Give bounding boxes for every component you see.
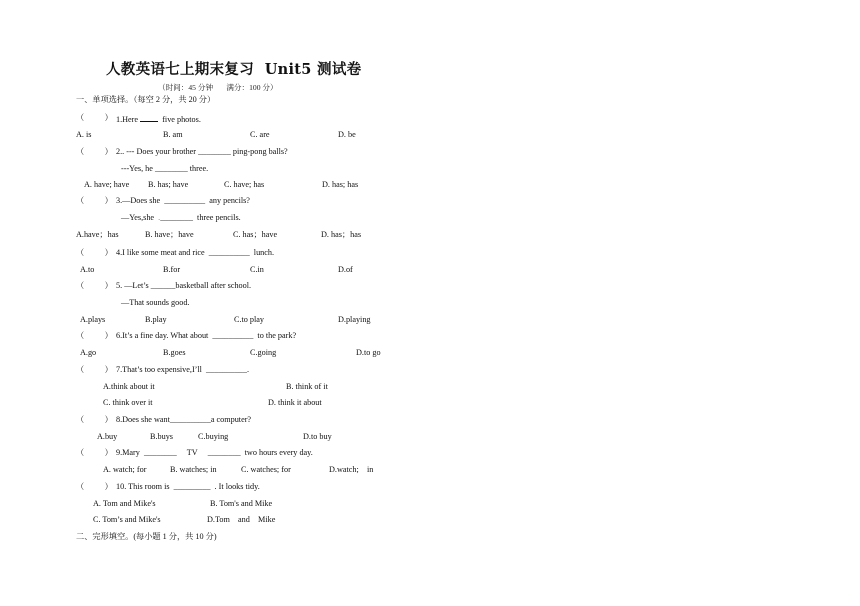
q2-option-c: C. have; has <box>224 180 265 189</box>
page-title: 人教英语七上期末复习 Unit5 测试卷 <box>106 61 362 78</box>
question-5-reply: —That sounds good. <box>121 298 190 307</box>
q1-option-c: C. are <box>250 130 270 139</box>
question-6: 6.It’s a fine day. What about __________ to the park? <box>116 331 297 340</box>
q8-option-a: A.buy <box>97 432 118 441</box>
q3-option-c: C. has；have <box>233 230 278 239</box>
section-1-heading: 一、单项选择。（每空 2 分，共 20 分） <box>76 95 216 104</box>
q10-option-c: C. Tom’s and Mike's <box>93 515 161 524</box>
answer-paren-9: （ ） <box>76 448 113 457</box>
question-1: 1.Here five photos. <box>116 115 201 124</box>
q10-option-a: A. Tom and Mike's <box>93 499 156 508</box>
q4-option-a: A.to <box>80 265 95 274</box>
q9-option-a: A. watch; for <box>103 465 147 474</box>
answer-paren-8: （ ） <box>76 415 113 424</box>
q2-option-a: A. have; have <box>84 180 130 189</box>
answer-paren-2: （ ） <box>76 147 113 156</box>
question-7: 7.That’s too expensive,I’ll __________. <box>116 365 250 374</box>
q7-option-b: B. think of it <box>286 382 328 391</box>
answer-paren-3: （ ） <box>76 196 113 205</box>
q3-option-d: D. has；has <box>321 230 362 239</box>
q5-option-c: C.to play <box>234 315 265 324</box>
q5-option-d: D.playing <box>338 315 371 324</box>
question-4: 4.I like some meat and rice __________ lunch. <box>116 248 275 257</box>
exam-info: （时间：45 分钟 满分：100 分） <box>158 83 278 92</box>
q6-option-b: B.goes <box>163 348 186 357</box>
question-9: 9.Mary ________ TV ________ two hours every day. <box>116 448 313 457</box>
q5-option-b: B.play <box>145 315 167 324</box>
question-10: 10. This room is _________ . It looks tidy. <box>116 482 260 491</box>
q7-option-c: C. think over it <box>103 398 153 407</box>
question-2: 2.. --- Does your brother ________ ping-pong balls? <box>116 147 288 156</box>
question-8: 8.Does she want__________a computer? <box>116 415 252 424</box>
question-3: 3.—Does she __________ any pencils? <box>116 196 250 205</box>
q7-option-a: A.think about it <box>103 382 155 391</box>
q9-option-b: B. watches; in <box>170 465 217 474</box>
q8-option-d: D.to buy <box>303 432 332 441</box>
q2-option-b: B. has; have <box>148 180 189 189</box>
answer-paren-1: （ ） <box>76 113 113 122</box>
q4-option-d: D.of <box>338 265 353 274</box>
q4-option-b: B.for <box>163 265 181 274</box>
q8-option-c: C.buying <box>198 432 229 441</box>
answer-paren-6: （ ） <box>76 331 113 340</box>
answer-paren-10: （ ） <box>76 482 113 491</box>
q1-option-a: A. is <box>76 130 92 139</box>
q1-option-d: D. be <box>338 130 356 139</box>
answer-paren-4: （ ） <box>76 248 113 257</box>
q6-option-a: A.go <box>80 348 97 357</box>
question-2-reply: ---Yes, he ________ three. <box>121 164 209 173</box>
q2-option-d: D. has; has <box>322 180 359 189</box>
q1-option-b: B. am <box>163 130 183 139</box>
q10-option-b: B. Tom's and Mike <box>210 499 273 508</box>
q10-option-d: D.Tom and Mike <box>207 515 276 524</box>
q9-option-c: C. watches; for <box>241 465 291 474</box>
q8-option-b: B.buys <box>150 432 173 441</box>
question-5: 5. —Let’s ______basketball after school. <box>116 281 252 290</box>
question-3-reply: —Yes,she .________ three pencils. <box>121 213 241 222</box>
section-2-heading: 二、完形填空。(每小题 1 分，共 10 分) <box>76 532 217 541</box>
answer-paren-7: （ ） <box>76 365 113 374</box>
q4-option-c: C.in <box>250 265 264 274</box>
q6-option-c: C.going <box>250 348 277 357</box>
q7-option-d: D. think it about <box>268 398 322 407</box>
q9-option-d: D.watch; in <box>329 465 374 474</box>
q3-option-b: B. have；have <box>145 230 194 239</box>
answer-paren-5: （ ） <box>76 281 113 290</box>
q5-option-a: A.plays <box>80 315 106 324</box>
q3-option-a: A.have；has <box>76 230 119 239</box>
q6-option-d: D.to go <box>356 348 381 357</box>
